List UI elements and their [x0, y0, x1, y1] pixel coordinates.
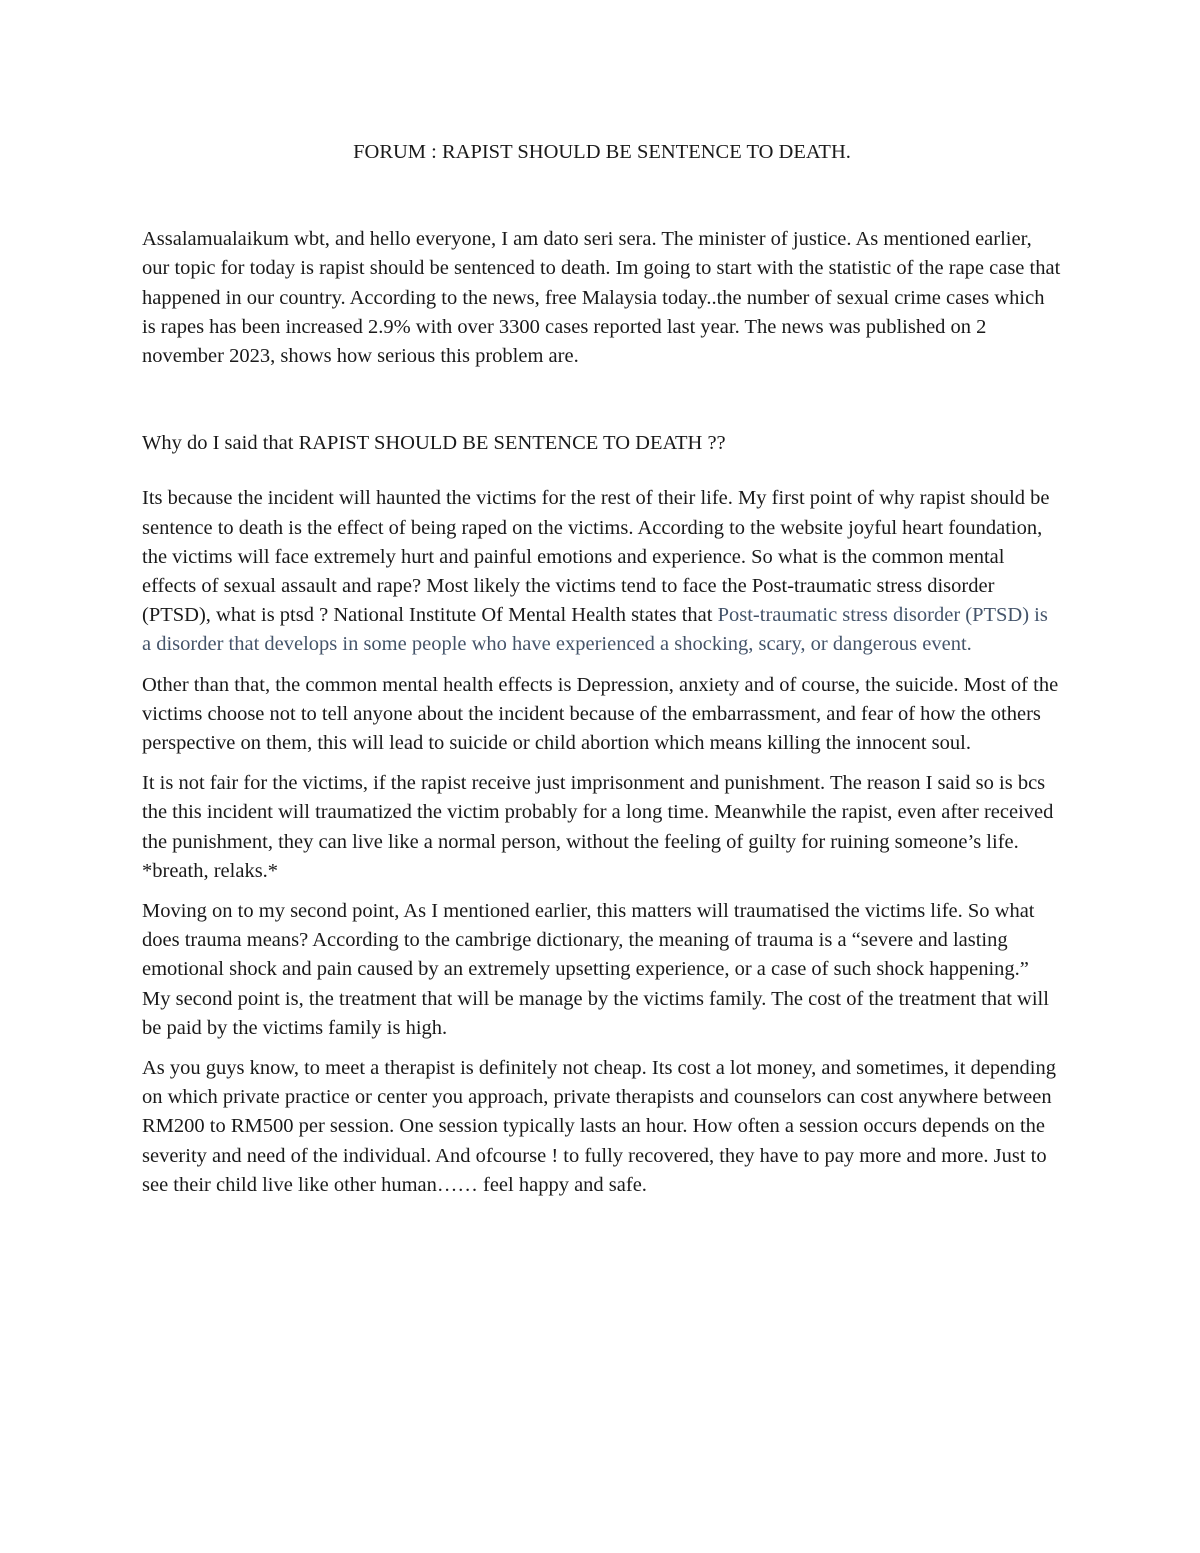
intro-paragraph: Assalamualaikum wbt, and hello everyone, I am dato seri sera. The minister of justice. As mentioned earlier, our topic for today is rapist should be sentenced to death. Im going to start with the statistic of the rape case that happened in our country. According to the news, free Malaysia today..the number of sexual crime cases which is rapes has been increased 2.9% with over 3300 cases reported last year. The news was published on 2 november 2023, shows how serious this problem are.	[142, 228, 1061, 368]
question-heading: Why do I said that RAPIST SHOULD BE SENTENCE TO DEATH ??	[142, 432, 726, 455]
paragraph-second-point: Moving on to my second point, As I mentioned earlier, this matters will traumatised the victims life. So what does trauma means? According to the cambrige dictionary, the meaning of trauma is a “severe and lasting emotional shock and pain caused by an extremely upsetting experience, or a case of such shock happening.” My second point is, the treatment that will be manage by the victims family. The cost of the treatment that will be paid by the victims family is high.	[142, 900, 1049, 1039]
document-body	[142, 138, 1062, 1211]
document-title: FORUM : RAPIST SHOULD BE SENTENCE TO DEATH.	[353, 141, 851, 163]
ptsd-definition-quote: Post-traumatic stress disorder (PTSD) is a disorder that develops in some people who have experienced a shocking, scary, or dangerous event.	[142, 604, 1048, 656]
paragraph-therapy-cost: As you guys know, to meet a therapist is definitely not cheap. Its cost a lot money, and sometimes, it depending on which private practice or center you approach, private therapists and counselors can cost anywhere between RM200 to RM500 per session. One session typically lasts an hour. How often a session occurs depends on the severity and need of the individual. And ofcourse ! to fully recovered, they have to pay more and more. Just to see their child live like other human…… feel happy and safe.	[142, 1057, 1056, 1196]
paragraph-mental-effects: Other than that, the common mental health effects is Depression, anxiety and of course, the suicide. Most of the victims choose not to tell anyone about the incident because of the embarrassment, and fear of how the others perspective on them, this will lead to suicide or child abortion which means killing the innocent soul.	[142, 673, 1059, 755]
paragraph-fairness: It is not fair for the victims, if the rapist receive just imprisonment and punishment. The reason I said so is bcs the this incident will traumatized the victim probably for a long time. Meanwhile the rapist, even after received the punishment, they can live like a normal person, without the feeling of guilty for ruining someone’s life. *breath, relaks.*	[142, 772, 1054, 882]
paragraph-first-point	[142, 484, 1062, 659]
paragraph-first-point-text: Its because the incident will haunted the victims for the rest of their life. My first point of why rapist should be sentence to death is the effect of being raped on the victims. According to the website joyful heart foundation, the victims will face extremely hurt and painful emotions and experience. So what is the common mental effects of sexual assault and rape? Most likely the victims tend to face the Post-traumatic stress disorder (PTSD), what is ptsd ? National Institute Of Mental Health states that	[142, 487, 1050, 627]
